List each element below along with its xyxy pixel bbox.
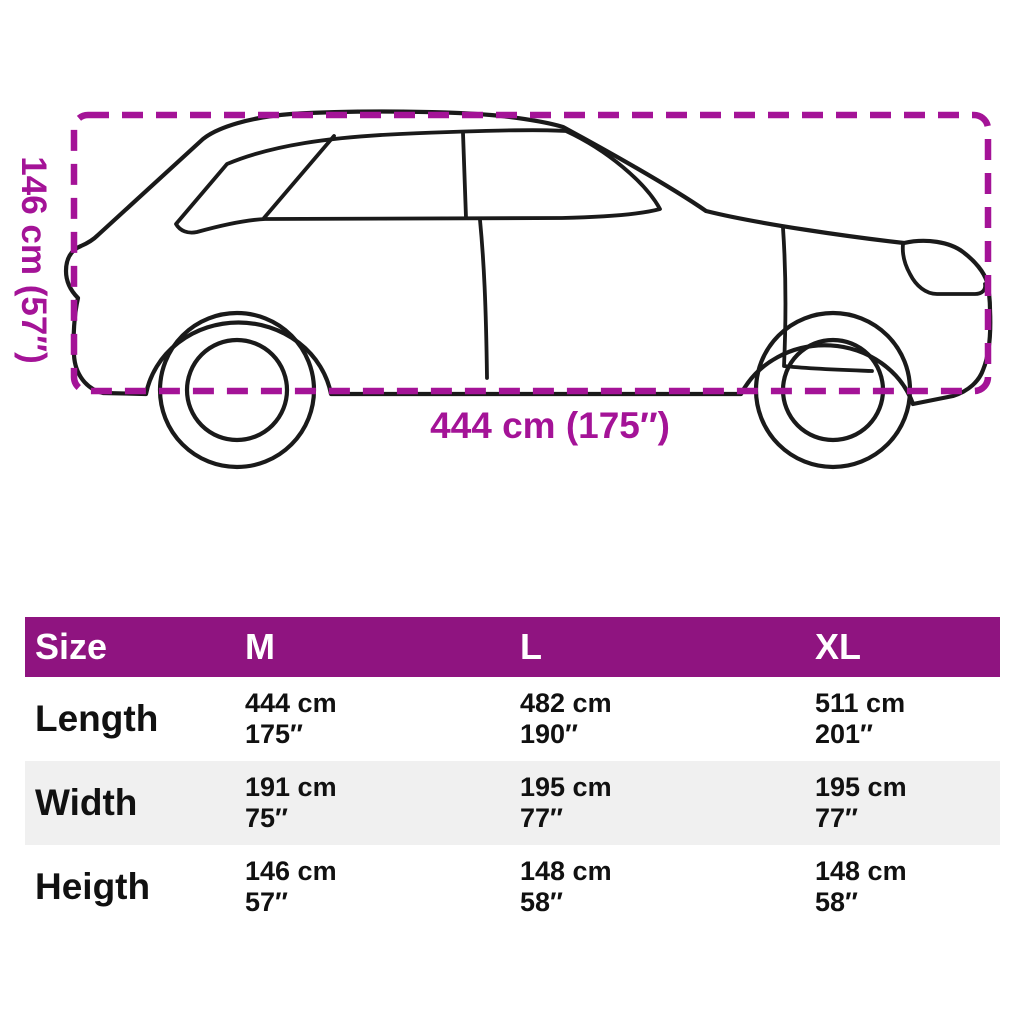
width-xl-cm: 195 cm	[815, 771, 907, 802]
length-l-inch: 190″	[520, 719, 578, 749]
heigth-xl-cell	[805, 856, 1000, 919]
size-table-header	[25, 617, 1000, 677]
heigth-l-cm: 148 cm	[520, 855, 612, 886]
column-header-l: L	[520, 626, 542, 667]
row-label-length: Length	[35, 698, 159, 739]
row-label-width: Width	[35, 782, 138, 823]
length-l-cell	[510, 688, 805, 751]
length-dimension-label	[350, 404, 750, 450]
heigth-m-inch: 57″	[245, 887, 288, 917]
size-table	[25, 617, 1000, 929]
table-row-length	[25, 677, 1000, 761]
length-dimension-text: 444 cm (175″)	[430, 405, 670, 446]
height-dimension-text: 146 cm (57″)	[14, 156, 53, 364]
table-row-width	[25, 761, 1000, 845]
column-header-m: M	[245, 626, 275, 667]
length-m-inch: 175″	[245, 719, 303, 749]
row-label-heigth: Heigth	[35, 866, 151, 907]
width-l-inch: 77″	[520, 803, 563, 833]
length-xl-cm: 511 cm	[815, 687, 906, 718]
width-l-cm: 195 cm	[520, 771, 612, 802]
car-door-seam	[480, 220, 487, 378]
car-body-outline	[66, 112, 990, 404]
width-xl-inch: 77″	[815, 803, 858, 833]
width-l-cell	[510, 772, 805, 835]
width-m-cm: 191 cm	[245, 771, 337, 802]
height-dimension-label	[10, 110, 56, 410]
heigth-xl-inch: 58″	[815, 887, 858, 917]
length-xl-inch: 201″	[815, 719, 873, 749]
heigth-m-cm: 146 cm	[245, 855, 337, 886]
column-header-size: Size	[35, 626, 108, 667]
length-xl-cell	[805, 688, 1000, 751]
column-header-xl: XL	[815, 626, 862, 667]
length-m-cell	[235, 688, 510, 751]
width-m-inch: 75″	[245, 803, 288, 833]
width-m-cell	[235, 772, 510, 835]
heigth-l-cell	[510, 856, 805, 919]
table-row-heigth	[25, 845, 1000, 929]
width-xl-cell	[805, 772, 1000, 835]
front-wheel-inner	[783, 340, 883, 440]
heigth-l-inch: 58″	[520, 887, 563, 917]
heigth-m-cell	[235, 856, 510, 919]
car-headlight	[903, 244, 985, 294]
length-l-cm: 482 cm	[520, 687, 612, 718]
car-glass-band	[176, 130, 660, 232]
length-m-cm: 444 cm	[245, 687, 337, 718]
heigth-xl-cm: 148 cm	[815, 855, 907, 886]
car-window-divider-front	[463, 133, 466, 218]
